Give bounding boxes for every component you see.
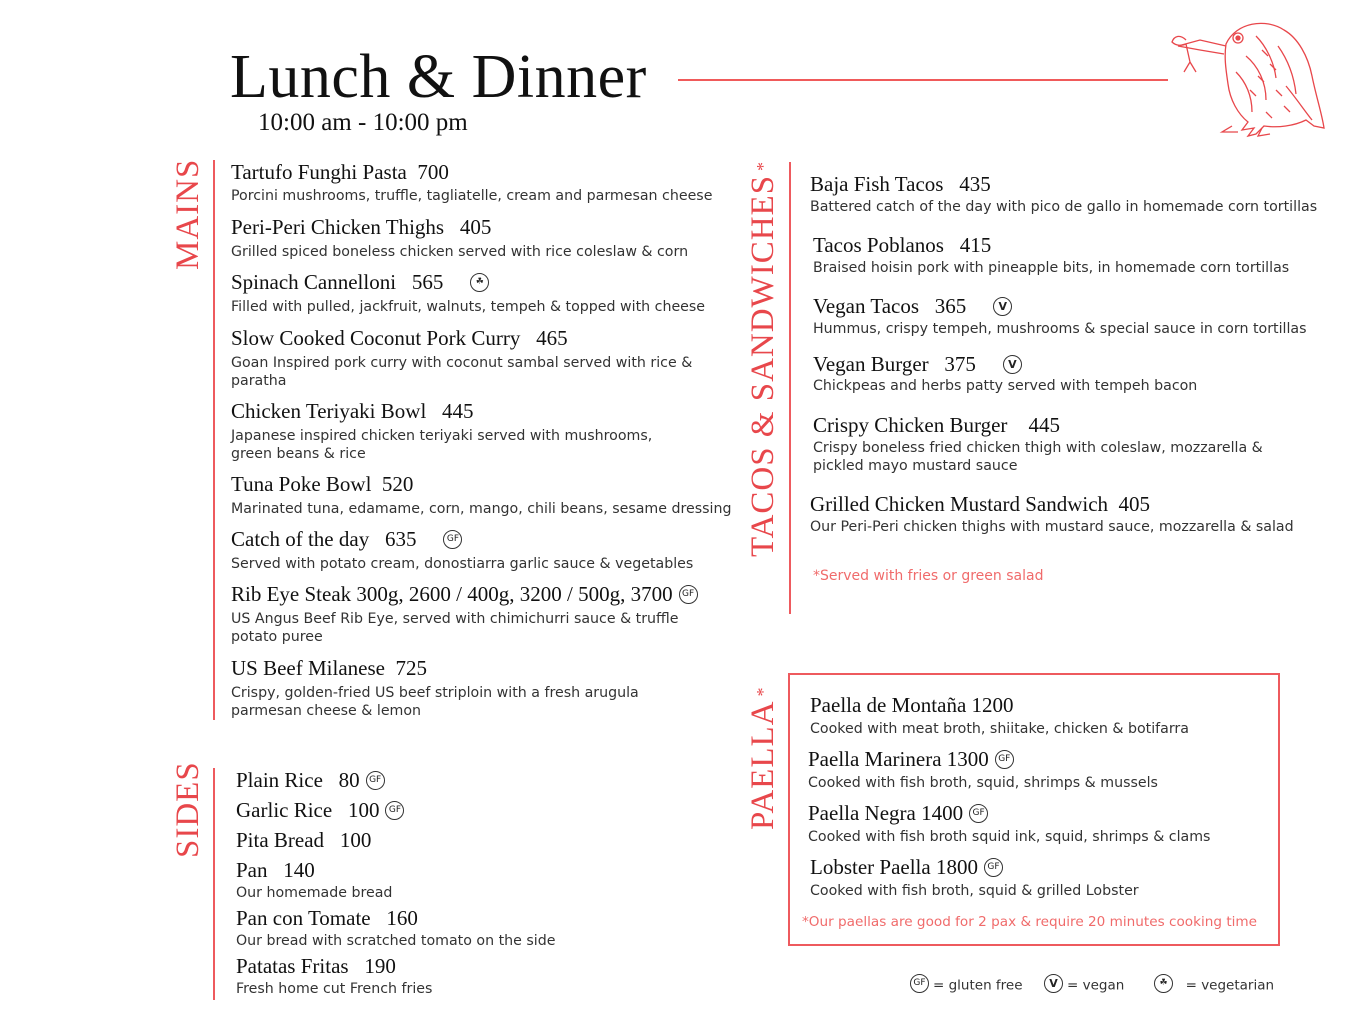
menu-item-description: Cooked with fish broth, squid, shrimps & mussels [808, 775, 1158, 791]
legend-vegetarian: ☘ = vegetarian [1154, 976, 1274, 995]
menu-item-description: Porcini mushrooms, truffle, tagliatelle, cream and parmesan cheese [231, 188, 713, 204]
menu-item-description: Our homemade bread [236, 885, 393, 901]
legend-vegan: V = vegan [1044, 976, 1124, 995]
menu-item-description: Filled with pulled, jackfruit, walnuts, tempeh & topped with cheese [231, 299, 706, 315]
menu-item-description: Cooked with fish broth, squid & grilled Lobster [810, 883, 1139, 899]
menu-item-name: Paella Negra 1400 GF [808, 801, 988, 825]
page-title: Lunch & Dinner [230, 43, 647, 111]
gluten-free-icon: GF [385, 801, 404, 820]
menu-item-description: Battered catch of the day with pico de gallo in homemade corn tortillas [810, 199, 1318, 215]
menu-item-name: Peri-Peri Chicken Thighs 405 [231, 215, 492, 239]
vegan-icon: V [1044, 974, 1063, 993]
menu-item-name: Baja Fish Tacos 435 [810, 172, 991, 196]
menu-item-name: Pan 140 [236, 858, 315, 882]
section-label-tacos [745, 161, 781, 557]
section-label-paella-text: PAELLA [745, 700, 781, 830]
section-label-paella [745, 687, 781, 830]
menu-item-description: Crispy, golden-fried US beef striploin with a fresh arugula parmesan cheese & lemon [231, 685, 639, 719]
menu-item-description: Grilled spiced boneless chicken served with rice coleslaw & corn [231, 244, 689, 260]
menu-item-description: Goan Inspired pork curry with coconut sambal served with rice & paratha [231, 355, 693, 389]
opening-hours: 10:00 am - 10:00 pm [258, 109, 468, 136]
menu-item-name: Spinach Cannelloni 565 ☘ [231, 270, 489, 294]
menu-item-description: Cooked with fish broth squid ink, squid, shrimps & clams [808, 829, 1211, 845]
gluten-free-icon: GF [969, 804, 988, 823]
menu-item-description: Marinated tuna, edamame, corn, mango, chili beans, sesame dressing [231, 501, 732, 517]
gluten-free-icon: GF [984, 858, 1003, 877]
vegan-icon: V [993, 297, 1012, 316]
section-label-mains: MAINS [170, 158, 206, 270]
menu-item-name: Pita Bread 100 [236, 828, 372, 852]
gluten-free-icon: GF [366, 771, 385, 790]
vegetarian-icon: ☘ [1154, 974, 1173, 993]
menu-item-name: Plain Rice 80 GF [236, 768, 385, 792]
menu-item-name: Patatas Fritas 190 [236, 954, 396, 978]
menu-item-description: Fresh home cut French fries [236, 981, 433, 997]
menu-item-name: Vegan Burger 375 V [813, 352, 1022, 376]
menu-item-description: Served with potato cream, donostiarra garlic sauce & vegetables [231, 556, 694, 572]
tacos-footnote: *Served with fries or green salad [813, 568, 1044, 584]
menu-item-description: Hummus, crispy tempeh, mushrooms & special sauce in corn tortillas [813, 321, 1307, 337]
menu-item-description: Braised hoisin pork with pineapple bits, in homemade corn tortillas [813, 260, 1290, 276]
paella-footnote: *Our paellas are good for 2 pax & require 20 minutes cooking time [802, 914, 1258, 930]
vegan-icon: V [1003, 355, 1022, 374]
menu-item-name: Tartufo Funghi Pasta 700 [231, 160, 449, 184]
menu-item-name: Vegan Tacos 365 V [813, 294, 1012, 318]
menu-item-name: Garlic Rice 100 GF [236, 798, 404, 822]
menu-item-name: US Beef Milanese 725 [231, 656, 427, 680]
title-divider [678, 79, 1168, 81]
menu-item-name: Paella Marinera 1300 GF [808, 747, 1014, 771]
menu-item-description: US Angus Beef Rib Eye, served with chimichurri sauce & truffle potato puree [231, 611, 679, 645]
menu-item-name: Lobster Paella 1800 GF [810, 855, 1003, 879]
menu-item-description: Our bread with scratched tomato on the side [236, 933, 556, 949]
menu-item-name: Grilled Chicken Mustard Sandwich 405 [810, 492, 1151, 516]
menu-item-description: Chickpeas and herbs patty served with tempeh bacon [813, 378, 1198, 394]
menu-item-name: Catch of the day 635 GF [231, 527, 462, 551]
section-label-tacos-text: TACOS & SANDWICHES [745, 174, 781, 557]
menu-item-name: Chicken Teriyaki Bowl 445 [231, 399, 474, 423]
tacos-divider [789, 162, 791, 614]
mains-divider [213, 160, 215, 720]
menu-item-name: Paella de Montaña 1200 [810, 693, 1014, 717]
star-icon: * [753, 686, 773, 697]
gluten-free-icon: GF [910, 974, 929, 993]
menu-item-name: Pan con Tomate 160 [236, 906, 418, 930]
menu-item-name: Tuna Poke Bowl 520 [231, 472, 414, 496]
menu-item-description: Our Peri-Peri chicken thighs with mustard sauce, mozzarella & salad [810, 519, 1294, 535]
menu-item-name: Rib Eye Steak 300g, 2600 / 400g, 3200 / 500g, 3700 GF [231, 582, 698, 606]
kingfisher-illustration [1166, 16, 1328, 140]
sides-divider [213, 768, 215, 1000]
section-label-sides: SIDES [170, 761, 206, 858]
menu-item-name: Crispy Chicken Burger 445 [813, 413, 1060, 437]
vegetarian-icon: ☘ [470, 273, 489, 292]
menu-item-description: Crispy boneless fried chicken thigh with coleslaw, mozzarella & pickled mayo mustard sauce [813, 440, 1263, 474]
menu-item-name: Slow Cooked Coconut Pork Curry 465 [231, 326, 568, 350]
menu-item-description: Japanese inspired chicken teriyaki served with mushrooms, green beans & rice [231, 428, 653, 462]
gluten-free-icon: GF [995, 750, 1014, 769]
menu-item-name: Tacos Poblanos 415 [813, 233, 992, 257]
star-icon: * [753, 160, 773, 171]
gluten-free-icon: GF [443, 530, 462, 549]
menu-item-description: Cooked with meat broth, shiitake, chicken & botifarra [810, 721, 1189, 737]
gluten-free-icon: GF [679, 585, 698, 604]
legend-gluten-free: GF = gluten free [910, 976, 1023, 995]
